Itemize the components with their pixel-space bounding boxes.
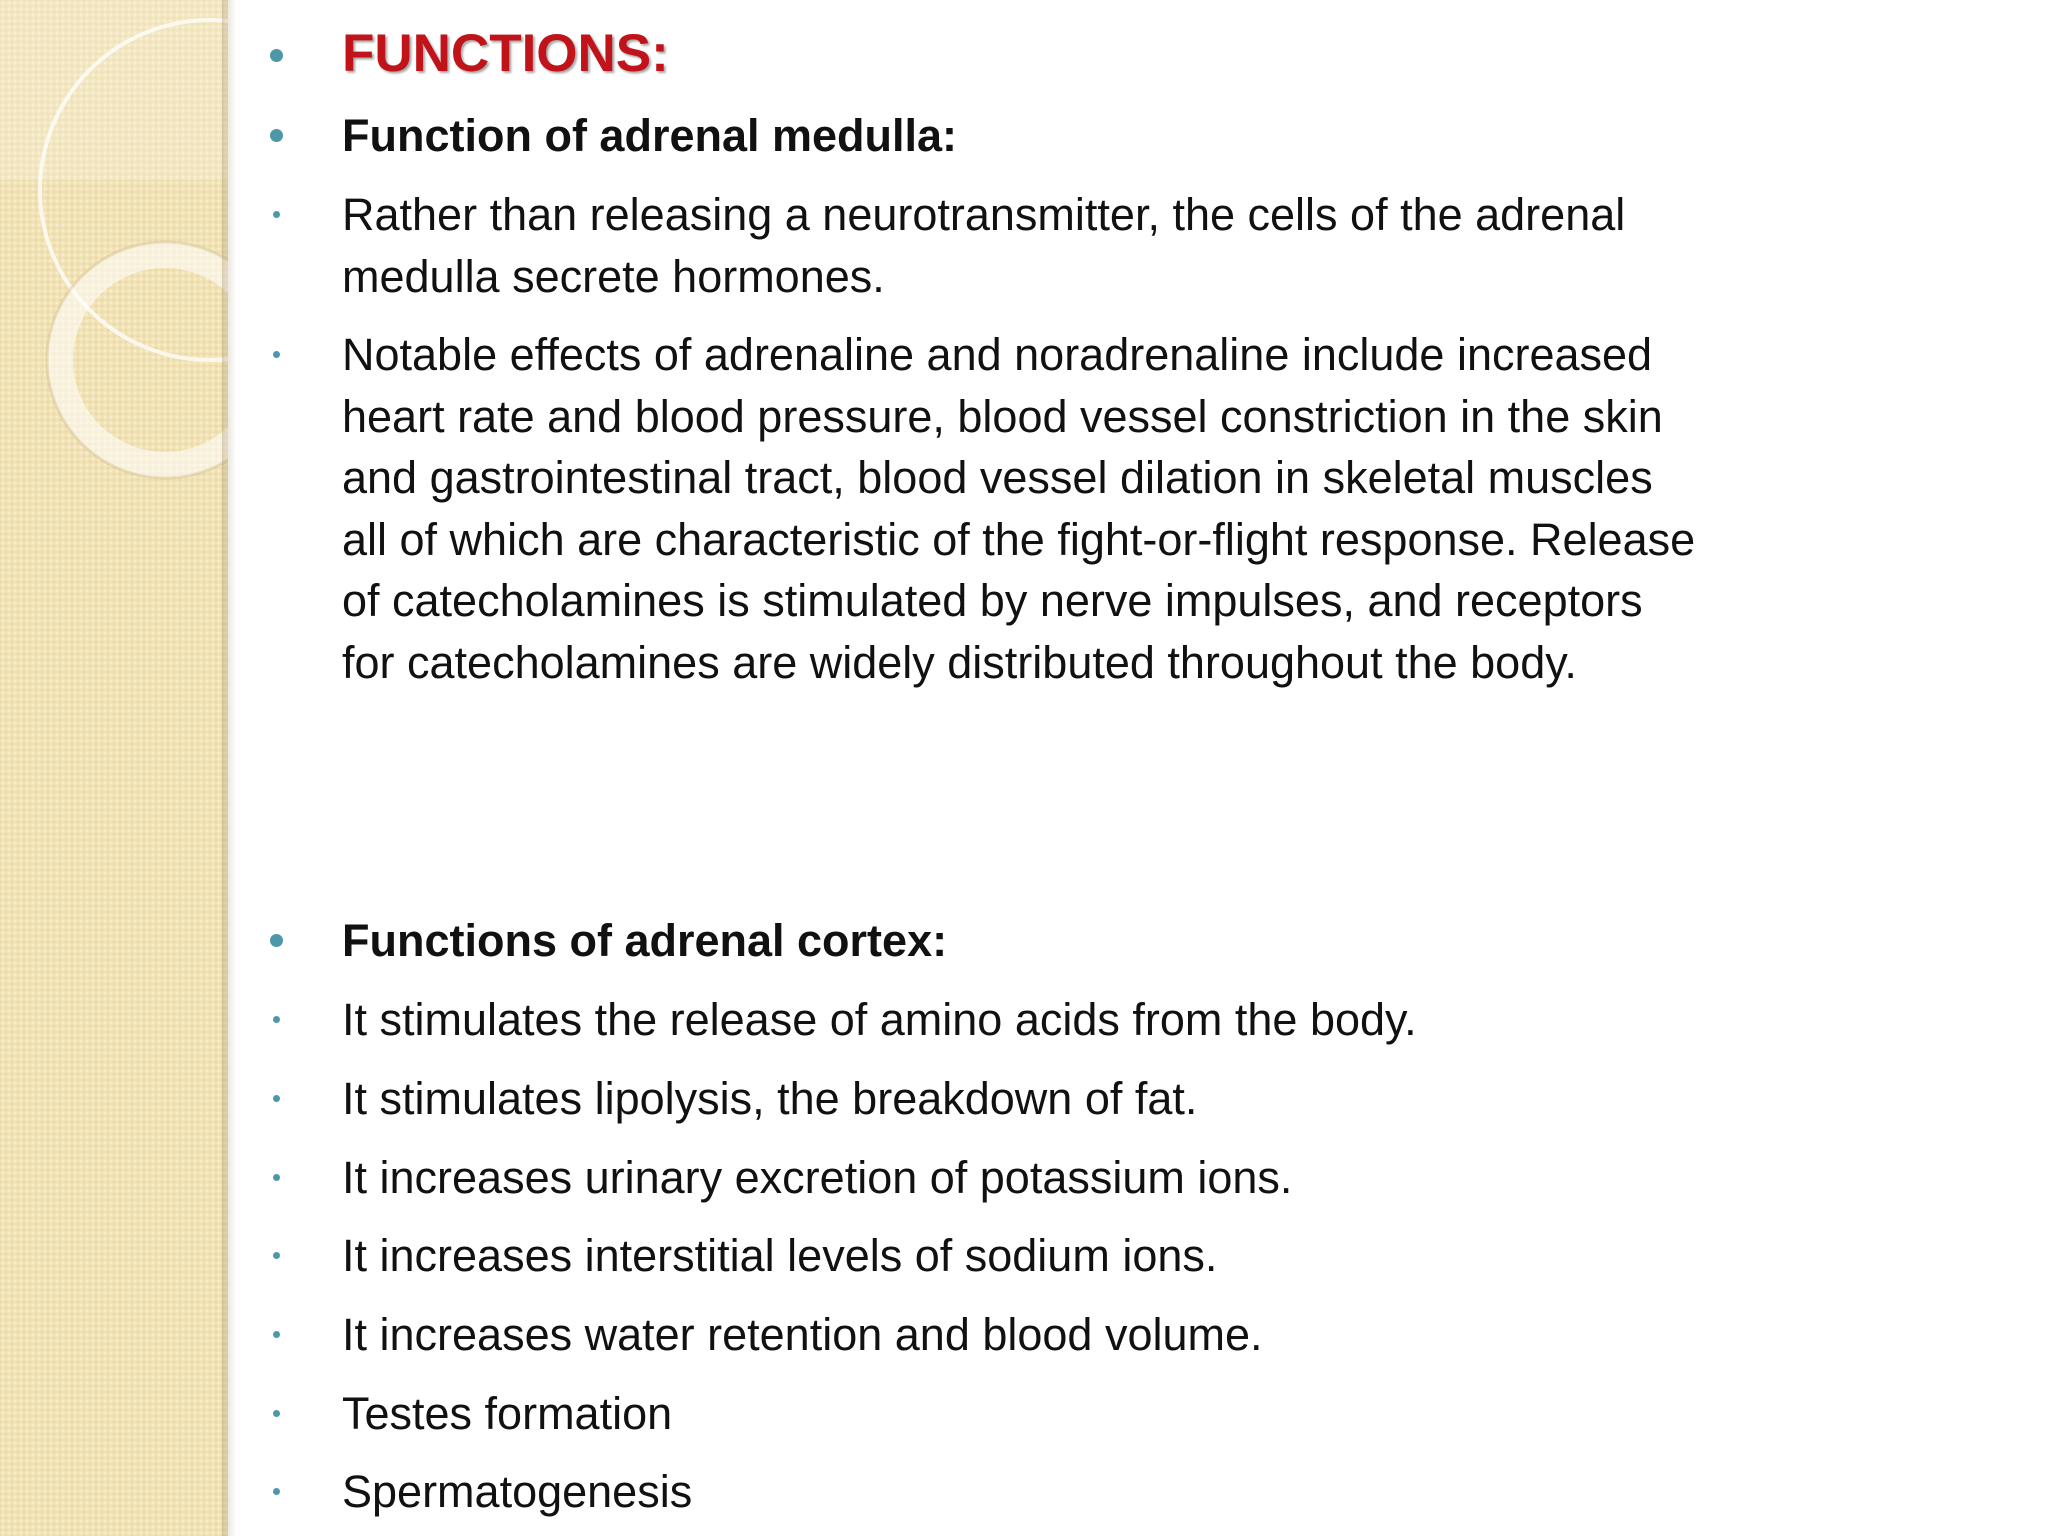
list-item-text: It increases urinary excretion of potassium ions. (342, 1152, 1293, 1203)
list-item-text: It increases water retention and blood volume. (342, 1309, 1263, 1360)
bullet-icon (273, 351, 280, 358)
list-item (270, 184, 1670, 308)
cortex-heading-row (270, 910, 1670, 972)
bullet-icon (270, 49, 283, 62)
heading-row (270, 24, 1670, 86)
list-item-text: It stimulates lipolysis, the breakdown of fat. (342, 1073, 1198, 1124)
list-item (270, 1383, 1670, 1445)
list-item-text: Spermatogenesis (342, 1466, 693, 1517)
bullet-icon (273, 1410, 280, 1417)
bullet-icon (273, 1488, 280, 1495)
bullet-icon (270, 934, 283, 947)
bullet-icon (270, 129, 283, 142)
bullet-icon (273, 1331, 280, 1338)
list-item-text: Testes formation (342, 1388, 673, 1439)
medulla-heading-row (270, 105, 1670, 167)
list-item (270, 1225, 1670, 1287)
bullet-icon (273, 211, 280, 218)
cortex-heading: Functions of adrenal cortex: (342, 915, 948, 966)
list-item-text: Rather than releasing a neurotransmitter, the cells of the adrenal medulla secrete hormones. (342, 189, 1626, 302)
list-item-text: It increases interstitial levels of sodium ions. (342, 1230, 1218, 1281)
bullet-icon (273, 1252, 280, 1259)
list-item (270, 1304, 1670, 1366)
list-item (270, 1461, 1670, 1523)
bullet-icon (273, 1174, 280, 1181)
list-item (270, 324, 1696, 824)
medulla-heading: Function of adrenal medulla: (342, 110, 958, 161)
list-item-text: It stimulates the release of amino acids from the body. (342, 994, 1417, 1045)
list-item (270, 989, 1670, 1051)
bullet-icon (273, 1016, 280, 1023)
slide-heading: FUNCTIONS: (342, 24, 669, 83)
bullet-icon (273, 1095, 280, 1102)
list-item (270, 1068, 1670, 1130)
list-item (270, 1147, 1670, 1209)
list-item-text: Notable effects of adrenaline and noradrenaline include increased heart rate and blood pressure, blood vessel constriction in the skin and gastrointestinal tract, blood vessel dilation in skeletal muscles all of which are characteristic of the fight-or-flight response. Release of catecholamines is stimulated by nerve impulses, and receptors for catecholamines are widely distributed throughout the body. (342, 329, 1696, 688)
